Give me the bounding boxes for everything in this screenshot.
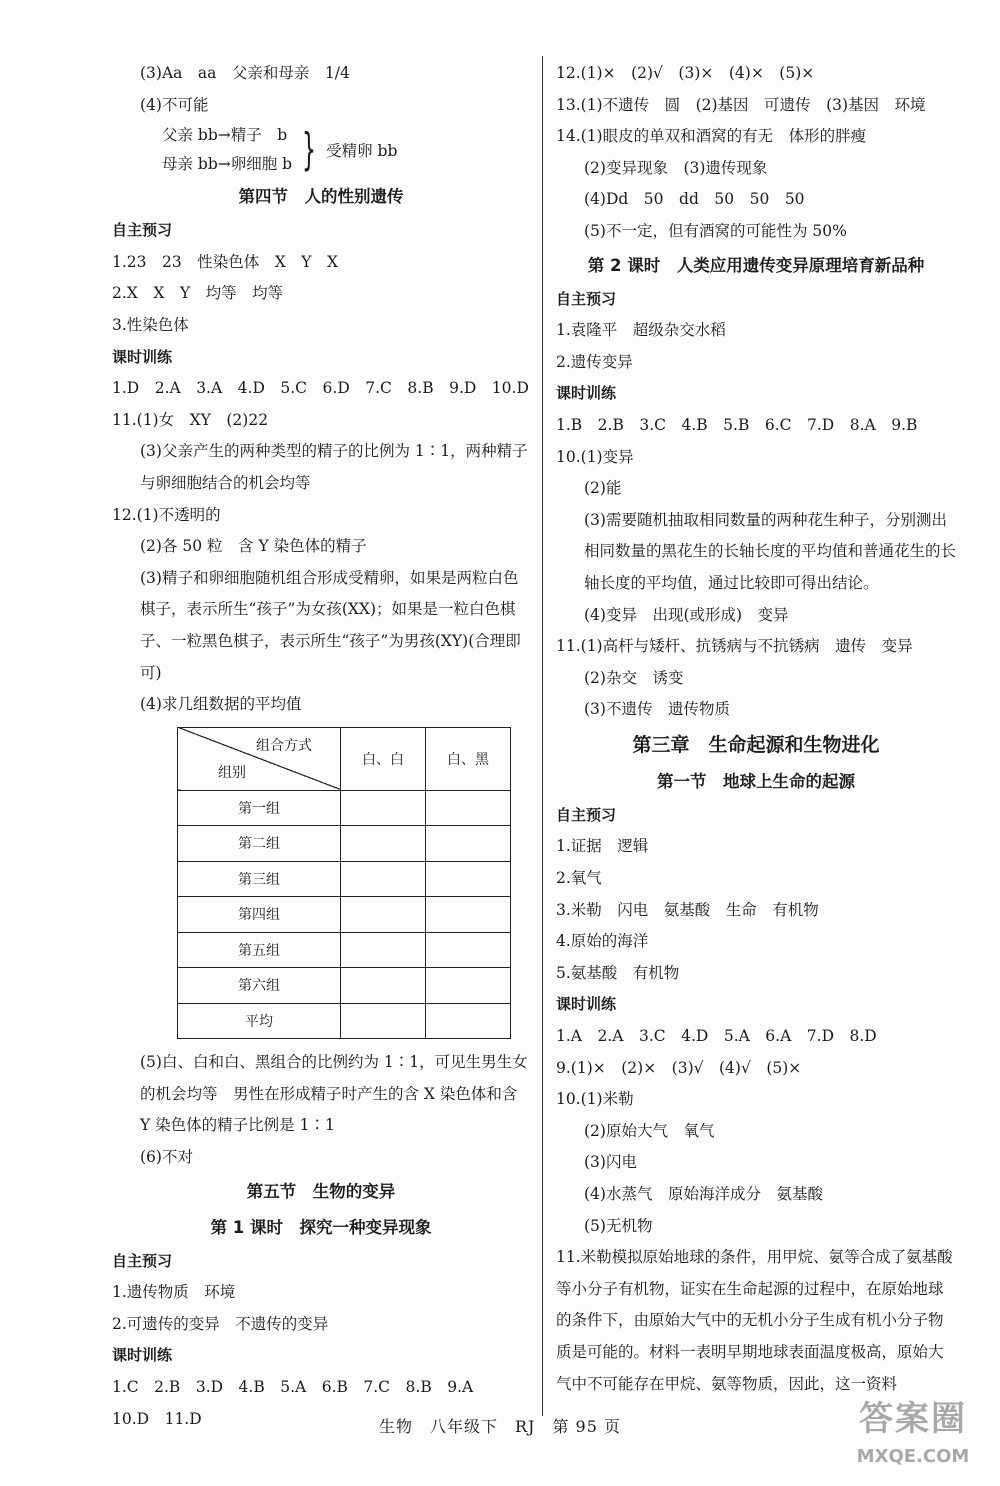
answer-line: 11.(1)女 XY (2)22 xyxy=(112,410,269,429)
answer-line: 12.(1)× (2)√ (3)× (4)× (5)× xyxy=(556,64,815,82)
results-table xyxy=(177,727,511,1040)
col-header: 白、白 xyxy=(341,727,426,790)
cross-result: 受精卵 bb xyxy=(326,142,398,161)
answer-line: (2)杂交 诱变 xyxy=(584,668,684,687)
answer-line: 2.可遗传的变异 不遗传的变异 xyxy=(112,1314,329,1333)
right-column xyxy=(556,58,956,1400)
cell xyxy=(426,932,511,968)
cell xyxy=(426,861,511,897)
answer-line: 3.性染色体 xyxy=(112,315,189,334)
table-row xyxy=(178,1003,511,1039)
answer-line: (2)各 50 粒 含 Y 染色体的精子 xyxy=(140,537,367,556)
subheading: 自主预习 xyxy=(112,221,173,240)
subheading: 课时训练 xyxy=(112,347,173,366)
cell xyxy=(426,826,511,862)
table-row xyxy=(178,790,511,826)
watermark-text: 答案圈 xyxy=(859,1399,967,1439)
answer-line: (4)Dd 50 dd 50 50 50 xyxy=(584,190,805,209)
cell xyxy=(341,968,426,1004)
brace-icon: } xyxy=(302,124,317,176)
cell xyxy=(426,968,511,1004)
lesson-title: 第 2 课时 人类应用遗传变异原理培育新品种 xyxy=(587,255,925,275)
left-column xyxy=(112,58,530,1435)
table-row xyxy=(178,968,511,1004)
cross-mother: 母亲 bb→卵细胞 b xyxy=(162,155,293,174)
answer-line: (3)闪电 xyxy=(584,1153,637,1172)
answer-line: (5)无机物 xyxy=(584,1216,653,1235)
watermark-url: MXQE.COM xyxy=(856,1446,970,1467)
answer-line: 13.(1)不遗传 圆 (2)基因 可遗传 (3)基因 环境 xyxy=(556,95,926,114)
answer-paragraph: 11.米勒模拟原始地球的条件，用甲烷、氨等合成了氨基酸等小分子有机物，证实在生命起源的过程中，在原始地球的条件下，由原始大气中的无机小分子生成有机小分子物质是可能的。材料一表明早期地球表面温度极高，原始大气中不可能存在甲烷、氨等物质，因此，这一资料 xyxy=(556,1248,953,1393)
answer-line: 3.米勒 闪电 氨基酸 生命 有机物 xyxy=(556,900,819,919)
table-row xyxy=(178,932,511,968)
answer-paragraph: (3)精子和卵细胞随机组合形成受精卵，如果是两粒白色棋子，表示所生“孩子”为女孩(XX)；如果是一粒白色棋子、一粒黑色棋子，表示所生“孩子”为男孩(XY)(合理即可) xyxy=(140,568,521,682)
header-group: 组别 xyxy=(218,764,246,781)
cell xyxy=(341,932,426,968)
answer-line: 12.(1)不透明的 xyxy=(112,505,221,524)
answer-line: 1.A 2.A 3.C 4.D 5.A 6.A 7.D 8.D xyxy=(556,1027,877,1046)
answer-line: (4)水蒸气 原始海洋成分 氨基酸 xyxy=(584,1185,823,1203)
answer-line: 1.23 23 性染色体 X Y X xyxy=(112,252,339,271)
answer-line: 1.袁隆平 超级杂交水稻 xyxy=(556,321,726,340)
row-label: 第一组 xyxy=(178,790,341,826)
answer-line: 10.(1)米勒 xyxy=(556,1090,634,1109)
subheading: 课时训练 xyxy=(556,995,617,1014)
row-label: 第六组 xyxy=(178,968,341,1004)
section-title: 第四节 人的性别遗传 xyxy=(238,187,404,207)
answer-line: (6)不对 xyxy=(140,1147,193,1166)
cell xyxy=(341,897,426,933)
row-label: 第四组 xyxy=(178,897,341,933)
answer-line: (4)求几组数据的平均值 xyxy=(140,695,302,714)
answer-line: 10.(1)变异 xyxy=(556,447,634,466)
answer-line: (3)Aa aa 父亲和母亲 1/4 xyxy=(140,64,350,82)
cell xyxy=(426,897,511,933)
answer-line: 1.B 2.B 3.C 4.B 5.B 6.C 7.D 8.A 9.B xyxy=(556,415,918,434)
cell xyxy=(426,1003,511,1039)
header-combo: 组合方式 xyxy=(256,737,312,754)
subheading: 自主预习 xyxy=(112,1251,173,1270)
watermark-logo xyxy=(838,1393,988,1481)
section-title: 第一节 地球上生命的起源 xyxy=(657,771,855,791)
table-header-cell xyxy=(178,727,341,790)
table-row xyxy=(178,861,511,897)
chapter-title: 第三章 生命起源和生物进化 xyxy=(632,733,880,756)
answer-line: (2)原始大气 氧气 xyxy=(584,1121,715,1140)
row-label: 第二组 xyxy=(178,826,341,862)
cross-father: 父亲 bb→精子 b xyxy=(162,126,288,145)
answer-paragraph: (3)需要随机抽取相同数量的两种花生种子，分别测出相同数量的黑花生的长轴长度的平均值和普通花生的长轴长度的平均值，通过比较即可得出结论。 xyxy=(584,510,957,592)
table-row xyxy=(178,897,511,933)
subheading: 自主预习 xyxy=(556,289,617,308)
row-label: 平均 xyxy=(178,1003,341,1039)
answer-line: (2)能 xyxy=(584,479,622,498)
cell xyxy=(341,826,426,862)
section-title: 第五节 生物的变异 xyxy=(246,1181,396,1201)
answer-line: 2.遗传变异 xyxy=(556,352,633,371)
answer-line: (4)变异 出现(或形成) 变异 xyxy=(584,605,789,624)
genetic-cross xyxy=(112,121,530,179)
answer-line: (4)不可能 xyxy=(140,95,209,114)
cell xyxy=(341,861,426,897)
answer-line: (3)不遗传 遗传物质 xyxy=(584,700,730,719)
lesson-title: 第 1 课时 探究一种变异现象 xyxy=(210,1217,432,1237)
answer-line: 11.(1)高杆与矮杆、抗锈病与不抗锈病 遗传 变异 xyxy=(556,637,913,656)
answer-line: 2.氧气 xyxy=(556,869,602,888)
col-header: 白、黑 xyxy=(426,727,511,790)
answer-line: 1.C 2.B 3.D 4.B 5.A 6.B 7.C 8.B 9.A xyxy=(112,1377,474,1396)
answer-line: 10.D 11.D xyxy=(112,1409,202,1428)
row-label: 第五组 xyxy=(178,932,341,968)
answer-line: 14.(1)眼皮的单双和酒窝的有无 体形的胖瘦 xyxy=(556,127,867,146)
answer-paragraph: (3)父亲产生的两种类型的精子的比例为 1∶1，两种精子与卵细胞结合的机会均等 xyxy=(140,442,528,492)
answer-line: 1.D 2.A 3.A 4.D 5.C 6.D 7.C 8.B 9.D 10.D xyxy=(112,379,529,398)
answer-line: 5.氨基酸 有机物 xyxy=(556,963,680,982)
subheading: 自主预习 xyxy=(556,805,617,824)
cell xyxy=(341,790,426,826)
answer-line: 1.证据 逻辑 xyxy=(556,837,649,856)
column-divider xyxy=(542,56,543,1416)
answer-line: 9.(1)× (2)× (3)√ (4)√ (5)× xyxy=(556,1058,802,1077)
answer-line: 1.遗传物质 环境 xyxy=(112,1283,236,1302)
page-footer: 生物 八年级下 RJ 第 95 页 xyxy=(379,1417,621,1436)
cell xyxy=(426,790,511,826)
subheading: 课时训练 xyxy=(112,1346,173,1365)
subheading: 课时训练 xyxy=(556,384,617,403)
row-label: 第三组 xyxy=(178,861,341,897)
answer-line: (5)不一定，但有酒窝的可能性为 50% xyxy=(584,221,847,240)
table-row xyxy=(178,826,511,862)
answer-line: 2.X X Y 均等 均等 xyxy=(112,284,284,303)
answer-line: (2)变异现象 (3)遗传现象 xyxy=(584,158,768,177)
cell xyxy=(341,1003,426,1039)
answer-paragraph: (5)白、白和白、黑组合的比例约为 1∶1，可见生男生女的机会均等 男性在形成精子时产生的含 X 染色体和含 Y 染色体的精子比例是 1∶1 xyxy=(140,1053,528,1135)
answer-line: 4.原始的海洋 xyxy=(556,932,649,951)
